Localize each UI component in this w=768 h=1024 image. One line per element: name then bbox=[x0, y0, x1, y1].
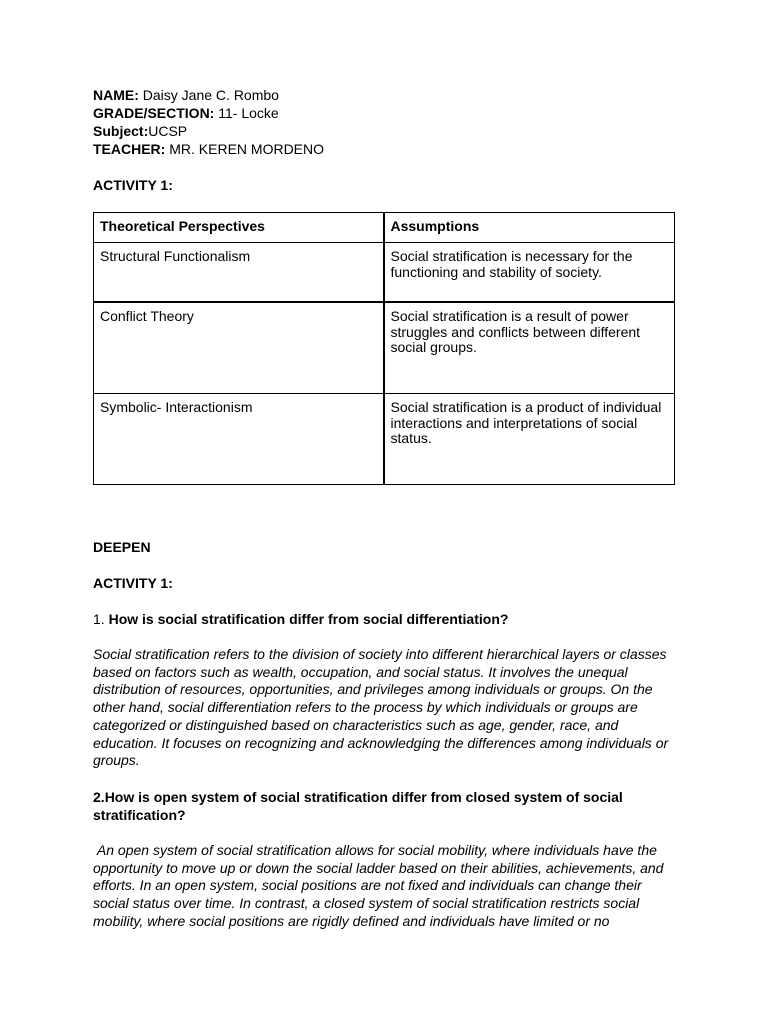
grade-section-label: GRADE/SECTION: bbox=[93, 105, 215, 121]
teacher-line bbox=[93, 140, 678, 158]
table-header-assumptions: Assumptions bbox=[384, 213, 675, 243]
question-1-text: How is social stratification differ from social differentiation? bbox=[108, 611, 509, 627]
document-body bbox=[93, 86, 678, 930]
table-cell-assumption: Social stratification is a result of power struggles and conflicts between different social groups. bbox=[384, 302, 675, 394]
perspectives-table bbox=[93, 212, 675, 485]
subject-value: UCSP bbox=[148, 123, 188, 139]
name-value: Daisy Jane C. Rombo bbox=[138, 87, 279, 103]
deepen-activity-title: ACTIVITY 1: bbox=[93, 575, 173, 591]
grade-section-value: 11- Locke bbox=[214, 105, 279, 121]
question-2-text: How is open system of social stratification differ from closed system of social stratification? bbox=[93, 788, 623, 823]
table-cell-assumption: Social stratification is necessary for the functioning and stability of society. bbox=[384, 243, 675, 303]
table-header-row bbox=[94, 213, 675, 243]
table-cell-perspective: Structural Functionalism bbox=[94, 243, 384, 303]
subject-line bbox=[93, 122, 678, 140]
table-cell-perspective: Symbolic- Interactionism bbox=[94, 394, 384, 485]
table-cell-perspective: Conflict Theory bbox=[94, 302, 384, 394]
teacher-label: TEACHER: bbox=[93, 141, 166, 157]
answer-2: An open system of social stratification allows for social mobility, where individuals have the opportunity to move up or down the social ladder based on their abilities, achievements, and efforts. In an open system, social positions are not fixed and individuals can change their social status over time. In contrast, a closed system of social stratification restricts social mobility, where social positions are rigidly defined and individuals have limited or no bbox=[93, 841, 664, 929]
grade-section-line bbox=[93, 104, 678, 122]
question-1 bbox=[93, 610, 678, 628]
table-row bbox=[94, 243, 675, 303]
name-label: NAME: bbox=[93, 87, 139, 103]
question-1-number: 1. bbox=[93, 611, 109, 627]
table-row bbox=[94, 302, 675, 394]
question-2 bbox=[93, 788, 678, 824]
name-line bbox=[93, 86, 678, 104]
table-header-perspectives: Theoretical Perspectives bbox=[94, 213, 384, 243]
table-cell-assumption: Social stratification is a product of individual interactions and interpretations of social status. bbox=[384, 394, 675, 485]
teacher-value: MR. KEREN MORDENO bbox=[165, 141, 325, 157]
subject-label: Subject: bbox=[93, 123, 149, 139]
question-2-number: 2. bbox=[93, 788, 105, 805]
activity1-title: ACTIVITY 1: bbox=[93, 177, 173, 193]
table-row bbox=[94, 394, 675, 485]
answer-1: Social stratification refers to the division of society into different hierarchical layers or classes based on factors such as wealth, occupation, and social status. It involves the unequal distribution of resources, opportunities, and privileges among individuals or groups. On the other hand, social differentiation refers to the process by which individuals or groups are categorized or distinguished based on characteristics such as age, gender, race, and education. It focuses on recognizing and acknowledging the differences among individuals or groups. bbox=[93, 646, 669, 769]
deepen-title: DEEPEN bbox=[93, 539, 151, 555]
